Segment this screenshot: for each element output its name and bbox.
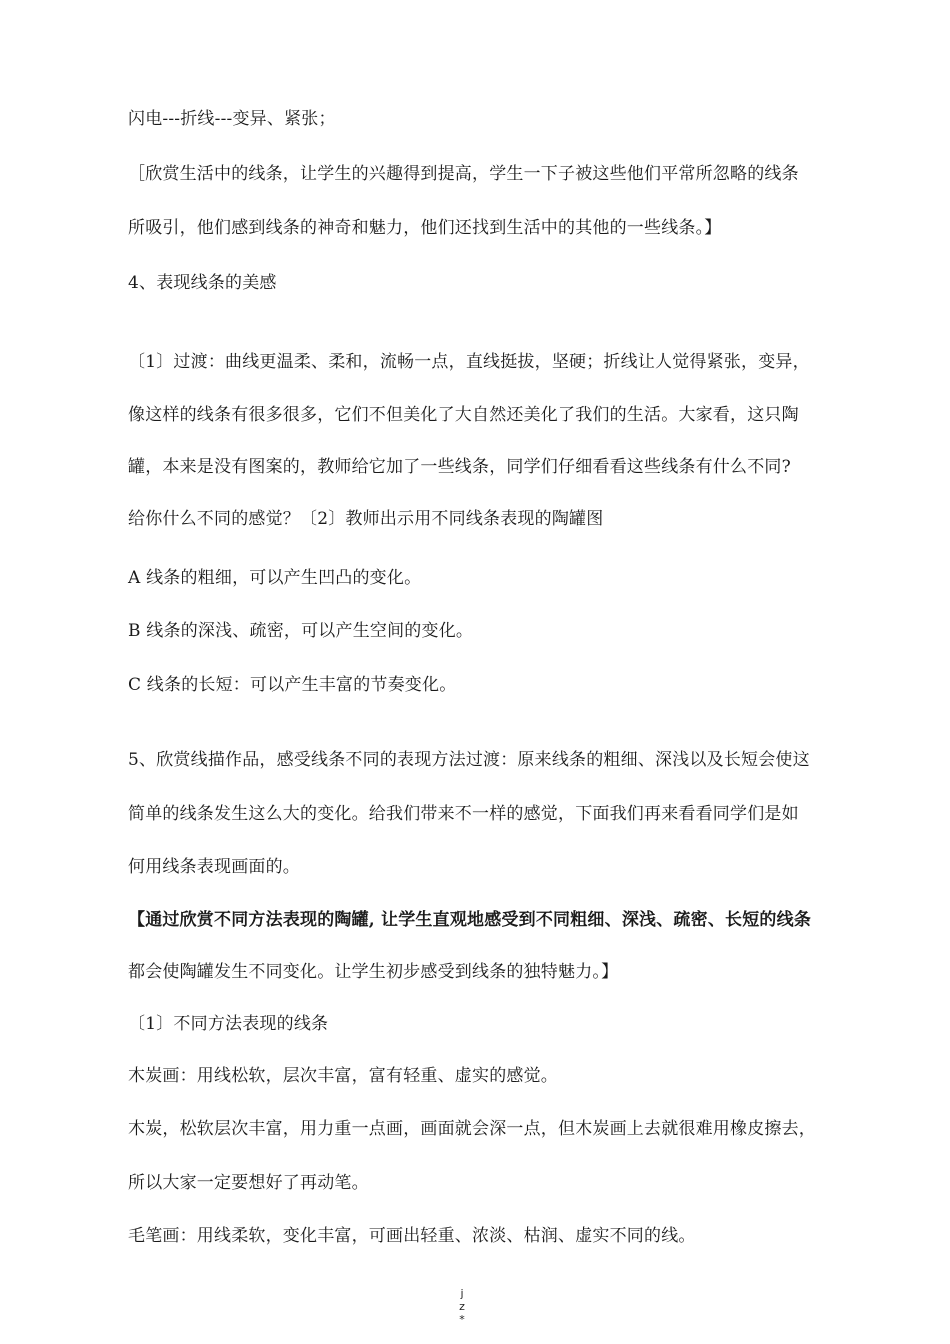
- text-line-20: 所以大家一定要想好了再动笔。: [128, 1173, 369, 1193]
- text-line-3: 所吸引，他们感到线条的神奇和魅力，他们还找到生活中的其他的一些线条。】: [128, 218, 722, 238]
- note-line-1: 【通过欣赏不同方法表现的陶罐, 让学生直观地感受到不同粗细、深浅、疏密、长短的线条: [128, 910, 812, 930]
- section-heading-5: 5、欣赏线描作品，感受线条不同的表现方法过渡：原来线条的粗细、深浅以及长短会使这: [128, 750, 810, 770]
- text-line-21: 毛笔画：用线柔软，变化丰富，可画出轻重、浓淡、枯润、虚实不同的线。: [128, 1226, 696, 1246]
- text-line-7: 罐，本来是没有图案的，教师给它加了一些线条，同学们仔细看看这些线条有什么不同?: [128, 457, 791, 477]
- list-item-b: B 线条的深浅、疏密，可以产生空间的变化。: [128, 621, 474, 641]
- text-line-1: 闪电---折线---变异、紧张；: [128, 109, 336, 129]
- footer-char-2: z: [459, 1300, 465, 1313]
- text-line-13: 简单的线条发生这么大的变化。给我们带来不一样的感觉，下面我们再来看看同学们是如: [128, 804, 799, 824]
- footer-char-3: *: [459, 1313, 465, 1326]
- text-line-5: 〔1〕过渡：曲线更温柔、柔和，流畅一点，直线挺拔，坚硬；折线让人觉得紧张，变异，: [128, 352, 810, 372]
- list-item-a: A 线条的粗细，可以产生凹凸的变化。: [128, 568, 422, 588]
- text-line-6: 像这样的线条有很多很多，它们不但美化了大自然还美化了我们的生活。大家看，这只陶: [128, 405, 799, 425]
- text-line-2: ［欣赏生活中的线条，让学生的兴趣得到提高，学生一下子被这些他们平常所忽略的线条: [128, 164, 799, 184]
- text-line-14: 何用线条表现画面的。: [128, 857, 300, 877]
- footer-char-1: j: [460, 1287, 464, 1300]
- text-line-18: 木炭画：用线松软，层次丰富，富有轻重、虚实的感觉。: [128, 1066, 558, 1086]
- text-line-19: 木炭，松软层次丰富，用力重一点画，画面就会深一点，但木炭画上去就很难用橡皮擦去，: [128, 1119, 816, 1139]
- list-item-c: C 线条的长短：可以产生丰富的节奏变化。: [128, 675, 457, 695]
- note-line-2: 都会使陶罐发生不同变化。让学生初步感受到线条的独特魅力。】: [128, 962, 619, 982]
- section-heading-4: 4、表现线条的美感: [128, 273, 277, 293]
- page-footer: [456, 1287, 468, 1326]
- text-line-8: 给你什么不同的感觉？〔2〕教师出示用不同线条表现的陶罐图: [128, 509, 604, 529]
- subsection-heading: 〔1〕不同方法表现的线条: [128, 1014, 329, 1034]
